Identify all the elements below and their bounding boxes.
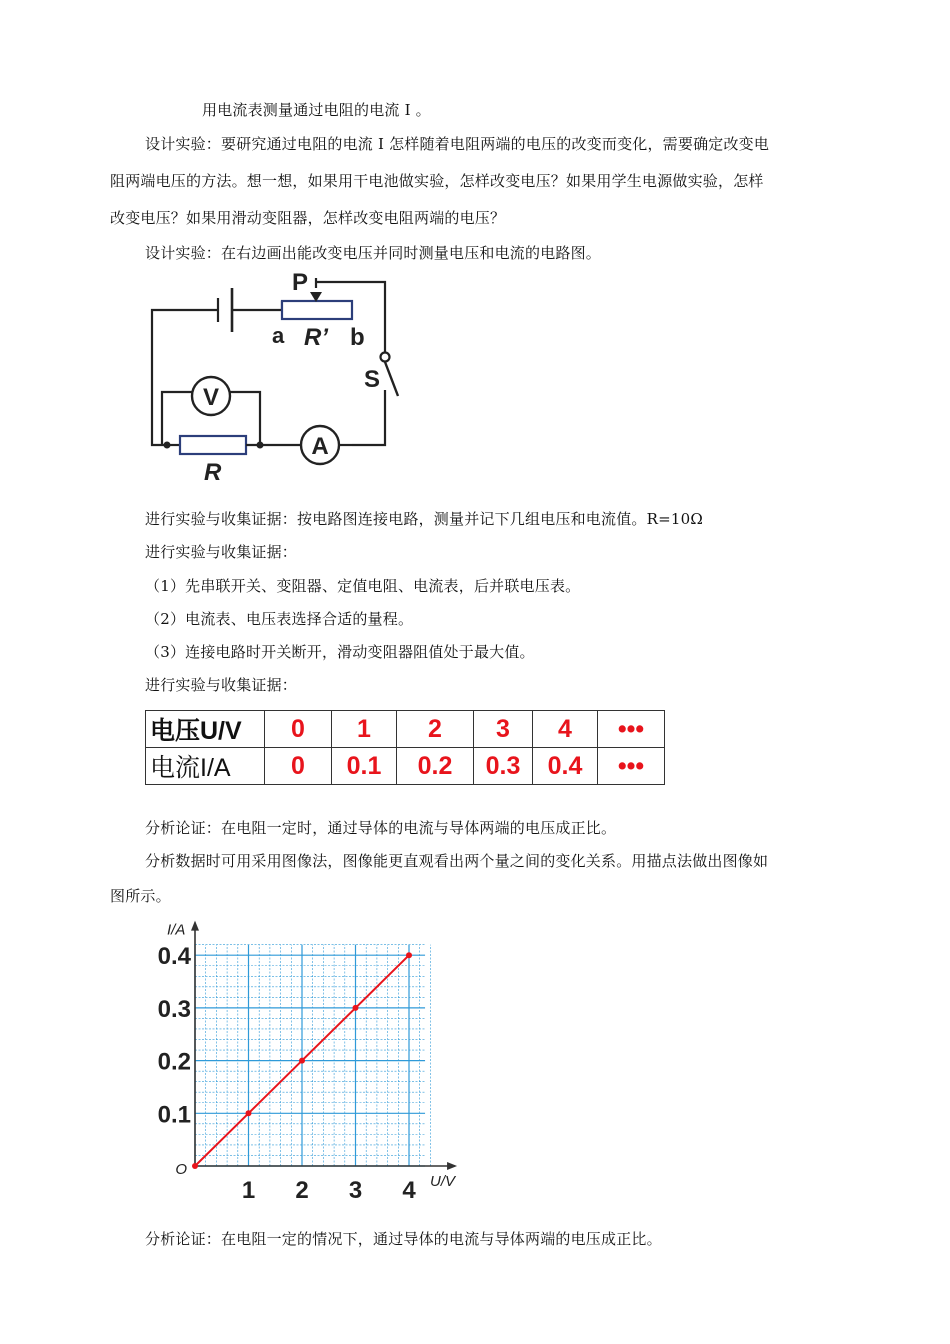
table-cell: 0.2 (397, 748, 474, 785)
x-tick-label: 4 (402, 1177, 416, 1203)
current-voltage-graph (140, 918, 460, 1203)
paragraph-10: 分析论证：在电阻一定时，通过导体的电流与导体两端的电压成正比。 (145, 819, 617, 837)
data-point (192, 1163, 198, 1169)
data-point (299, 1058, 305, 1064)
y-tick-label: 0.2 (157, 1048, 191, 1076)
label-voltmeter: V (202, 384, 220, 411)
graph-grid (195, 945, 430, 1166)
label-r-prime: R’ (304, 324, 328, 351)
y-tick-label: 0.4 (157, 943, 191, 971)
table-cell: 1 (332, 711, 397, 748)
x-tick-label: 2 (295, 1177, 309, 1203)
y-tick-label: 0.3 (157, 995, 191, 1023)
paragraph-3: 设计实验：在右边画出能改变电压并同时测量电压和电流的电路图。 (145, 244, 602, 262)
paragraph-4: 进行实验与收集证据：按电路图连接电路，测量并记下几组电压和电流值。R=10Ω (145, 510, 703, 528)
x-tick-label: 3 (348, 1177, 363, 1203)
table-cell: 0.1 (332, 748, 397, 785)
data-table (145, 710, 665, 785)
origin-label: O (175, 1161, 187, 1178)
label-p: P (292, 269, 309, 296)
graph-labels (158, 922, 457, 1203)
graph-axes (191, 921, 457, 1170)
rheostat-body (282, 301, 352, 319)
y-axis-label: I/A (167, 921, 186, 939)
paragraph-2-line-2: 阻两端电压的方法。想一想，如果用干电池做实验，怎样改变电压？如果用学生电源做实验，怎样 (110, 172, 764, 190)
table-cell: 0 (265, 748, 332, 785)
circuit-diagram (140, 268, 420, 493)
switch-contact (381, 353, 390, 362)
x-tick-label: 1 (241, 1177, 256, 1203)
data-point (353, 1005, 359, 1011)
paragraph-1: 用电流表测量通过电阻的电流 I 。 (202, 101, 431, 119)
paragraph-12: 分析论证：在电阻一定的情况下，通过导体的电流与导体两端的电压成正比。 (145, 1230, 662, 1248)
label-ammeter: A (311, 433, 329, 460)
table-cell-ellipsis: ••• (598, 711, 665, 748)
label-s: S (364, 366, 381, 393)
resistor-r (180, 436, 246, 454)
table-header-voltage: 电压U/V (146, 711, 265, 748)
paragraph-11-line-2: 图所示。 (110, 887, 171, 905)
label-r: R (204, 459, 222, 486)
table-header-current: 电流I/A (146, 748, 265, 785)
table-cell-ellipsis: ••• (598, 748, 665, 785)
table-cell: 0.3 (474, 748, 533, 785)
table-cell: 0 (265, 711, 332, 748)
table-cell: 4 (533, 711, 598, 748)
table-row-voltage (146, 711, 665, 748)
paragraph-6: （1）先串联开关、变阻器、定值电阻、电流表，后并联电压表。 (145, 577, 581, 595)
table-cell: 2 (397, 711, 474, 748)
table-cell: 0.4 (533, 748, 598, 785)
paragraph-9: 进行实验与收集证据： (145, 676, 298, 694)
table-row-current (146, 748, 665, 785)
paragraph-7: （2）电流表、电压表选择合适的量程。 (145, 610, 414, 628)
paragraph-8: （3）连接电路时开关断开，滑动变阻器阻值处于最大值。 (145, 643, 535, 661)
paragraph-11-line-1: 分析数据时可用采用图像法，图像能更直观看出两个量之间的变化关系。用描点法做出图像如 (145, 852, 769, 870)
paragraph-5: 进行实验与收集证据： (145, 543, 298, 561)
label-b: b (350, 324, 365, 351)
data-point (246, 1110, 252, 1116)
table-cell: 3 (474, 711, 533, 748)
label-a: a (272, 323, 285, 348)
x-axis-label: U/V (430, 1173, 456, 1190)
paragraph-2-line-1: 设计实验：要研究通过电阻的电流 I 怎样随着电阻两端的电压的改变而变化，需要确定改变电 (145, 135, 770, 153)
switch-blade (385, 362, 398, 396)
x-axis-arrow (447, 1162, 457, 1170)
paragraph-2-line-3: 改变电压？如果用滑动变阻器，怎样改变电阻两端的电压？ (110, 209, 506, 227)
y-tick-label: 0.1 (157, 1101, 191, 1129)
y-axis-arrow (191, 921, 199, 931)
data-point (406, 952, 412, 958)
